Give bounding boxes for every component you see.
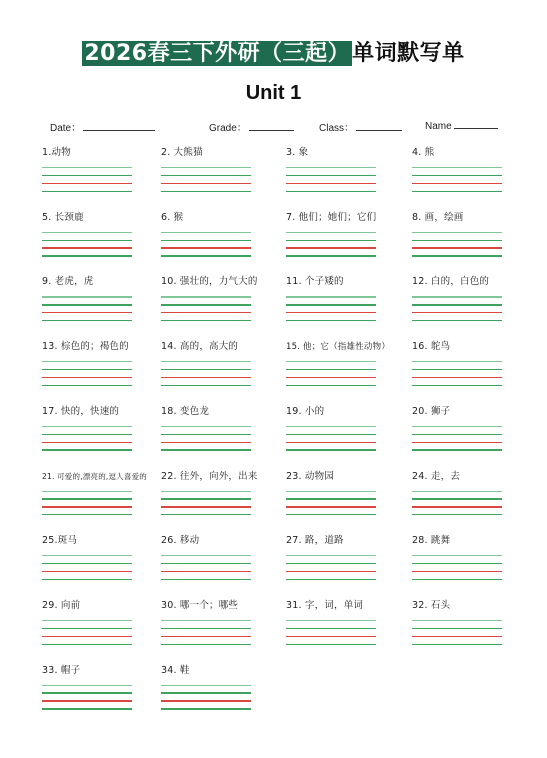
red-guide-line (42, 571, 132, 572)
green-guide-line (42, 708, 132, 709)
word-item (42, 406, 142, 470)
red-guide-line (42, 506, 132, 507)
word-prompt: 20. 狮子 (412, 405, 451, 417)
green-guide-line (161, 240, 251, 241)
page-title-rest: 单词默写单 (352, 41, 465, 66)
green-guide-line (286, 191, 376, 192)
word-prompt: 6. 猴 (161, 211, 184, 223)
red-guide-line (286, 247, 376, 248)
word-item (412, 600, 512, 664)
word-item (412, 212, 512, 276)
green-guide-line (286, 175, 376, 176)
green-guide-line (412, 255, 502, 256)
writing-lines[interactable] (42, 361, 132, 393)
green-guide-line (161, 320, 251, 321)
word-item (412, 276, 512, 340)
green-guide-line (286, 498, 376, 499)
green-guide-line (412, 175, 502, 176)
word-item (412, 471, 512, 535)
green-guide-line (42, 426, 132, 427)
writing-lines[interactable] (286, 491, 376, 523)
green-guide-line (42, 644, 132, 645)
green-guide-line (161, 449, 251, 450)
name-blank[interactable] (454, 119, 498, 129)
red-guide-line (286, 506, 376, 507)
word-item (161, 212, 261, 276)
word-prompt: 4. 熊 (412, 147, 435, 158)
green-guide-line (161, 620, 251, 621)
word-prompt: 5. 长颈鹿 (42, 211, 84, 223)
writing-lines[interactable] (42, 426, 132, 458)
red-guide-line (286, 377, 376, 378)
word-prompt: 26. 移动 (161, 535, 200, 547)
word-item (286, 471, 386, 535)
green-guide-line (286, 563, 376, 564)
red-guide-line (161, 442, 251, 443)
green-guide-line (161, 708, 251, 709)
writing-lines[interactable] (42, 620, 132, 652)
green-guide-line (42, 232, 132, 233)
green-guide-line (161, 498, 251, 499)
date-field (50, 119, 155, 134)
writing-lines[interactable] (42, 555, 132, 587)
word-item (286, 535, 386, 599)
green-guide-line (42, 491, 132, 492)
page-title (82, 40, 464, 68)
name-label: Name (425, 121, 452, 132)
writing-lines[interactable] (286, 232, 376, 264)
word-prompt: 23. 动物园 (286, 470, 335, 482)
green-guide-line (412, 514, 502, 515)
red-guide-line (42, 312, 132, 313)
word-item (161, 276, 261, 340)
word-item (412, 535, 512, 599)
word-prompt: 29. 向前 (42, 599, 81, 611)
red-guide-line (42, 377, 132, 378)
word-prompt: 24. 走，去 (412, 470, 461, 482)
green-guide-line (42, 296, 132, 297)
word-prompt: 33. 帽子 (42, 664, 81, 676)
green-guide-line (42, 434, 132, 435)
green-guide-line (42, 175, 132, 176)
green-guide-line (42, 620, 132, 621)
writing-lines[interactable] (42, 167, 132, 199)
green-guide-line (412, 361, 502, 362)
word-prompt: 11. 个子矮的 (286, 276, 344, 288)
green-guide-line (161, 426, 251, 427)
green-guide-line (286, 434, 376, 435)
grade-blank[interactable] (249, 121, 294, 131)
word-prompt: 30. 哪一个；哪些 (161, 599, 239, 611)
green-guide-line (286, 167, 376, 168)
green-guide-line (42, 385, 132, 386)
green-guide-line (286, 514, 376, 515)
word-prompt: 21. 可爱的,漂亮的,逗人喜爱的 (42, 471, 147, 481)
green-guide-line (42, 167, 132, 168)
green-guide-line (286, 555, 376, 556)
green-guide-line (161, 579, 251, 580)
writing-lines[interactable] (412, 426, 502, 458)
writing-lines[interactable] (412, 167, 502, 199)
writing-lines[interactable] (412, 296, 502, 328)
green-guide-line (412, 555, 502, 556)
word-prompt: 9. 老虎，虎 (42, 276, 94, 288)
page-title-highlight: 2026春三下外研（三起） (84, 41, 351, 66)
green-guide-line (412, 426, 502, 427)
red-guide-line (412, 636, 502, 637)
green-guide-line (286, 385, 376, 386)
green-guide-line (161, 385, 251, 386)
red-guide-line (161, 183, 251, 184)
word-prompt: 2. 大熊猫 (161, 147, 203, 158)
word-item (42, 276, 142, 340)
word-item (286, 212, 386, 276)
writing-lines[interactable] (412, 620, 502, 652)
writing-lines[interactable] (161, 296, 251, 328)
red-guide-line (42, 183, 132, 184)
red-guide-line (161, 636, 251, 637)
word-prompt: 27. 路，道路 (286, 535, 344, 547)
writing-lines[interactable] (286, 361, 376, 393)
writing-lines[interactable] (42, 685, 132, 717)
word-item (42, 665, 142, 729)
green-guide-line (42, 692, 132, 693)
word-item (161, 535, 261, 599)
class-blank[interactable] (356, 121, 402, 131)
green-guide-line (412, 644, 502, 645)
green-guide-line (286, 304, 376, 305)
red-guide-line (412, 377, 502, 378)
word-item (286, 600, 386, 664)
word-item (286, 341, 391, 405)
green-guide-line (412, 232, 502, 233)
green-guide-line (412, 579, 502, 580)
green-guide-line (161, 628, 251, 629)
green-guide-line (412, 191, 502, 192)
green-guide-line (286, 579, 376, 580)
word-prompt: 32. 石头 (412, 599, 451, 611)
writing-lines[interactable] (161, 491, 251, 523)
writing-lines[interactable] (161, 361, 251, 393)
date-blank[interactable] (83, 121, 155, 131)
red-guide-line (42, 442, 132, 443)
word-item (42, 147, 142, 211)
green-guide-line (412, 369, 502, 370)
red-guide-line (286, 312, 376, 313)
green-guide-line (42, 628, 132, 629)
red-guide-line (161, 377, 251, 378)
word-item (412, 406, 512, 470)
word-item (412, 147, 512, 211)
date-label: Date： (50, 123, 82, 134)
word-item (42, 600, 142, 664)
word-prompt: 14. 高的，高大的 (161, 341, 239, 353)
green-guide-line (161, 514, 251, 515)
green-guide-line (412, 563, 502, 564)
green-guide-line (412, 385, 502, 386)
green-guide-line (412, 498, 502, 499)
writing-lines[interactable] (161, 232, 251, 264)
word-item (286, 276, 386, 340)
writing-lines[interactable] (161, 167, 251, 199)
word-prompt: 28. 跳舞 (412, 535, 451, 547)
green-guide-line (286, 296, 376, 297)
writing-lines[interactable] (161, 426, 251, 458)
red-guide-line (286, 442, 376, 443)
word-item (161, 471, 261, 535)
word-prompt: 10. 强壮的，力气大的 (161, 276, 258, 288)
green-guide-line (412, 320, 502, 321)
word-prompt: 15. 他；它（指雄性动物） (286, 342, 391, 353)
green-guide-line (286, 320, 376, 321)
writing-lines[interactable] (42, 296, 132, 328)
green-guide-line (42, 579, 132, 580)
unit-heading: Unit 1 (245, 82, 302, 104)
green-guide-line (42, 191, 132, 192)
red-guide-line (42, 636, 132, 637)
class-label: Class： (319, 123, 355, 134)
word-prompt: 1.动物 (42, 147, 71, 158)
word-prompt: 16. 鸵鸟 (412, 341, 451, 353)
green-guide-line (412, 240, 502, 241)
red-guide-line (286, 571, 376, 572)
word-item (412, 341, 512, 405)
green-guide-line (286, 491, 376, 492)
writing-lines[interactable] (412, 555, 502, 587)
writing-lines[interactable] (286, 426, 376, 458)
writing-lines[interactable] (286, 555, 376, 587)
green-guide-line (161, 555, 251, 556)
grade-label: Grade： (209, 123, 247, 134)
green-guide-line (412, 304, 502, 305)
word-item (286, 406, 386, 470)
word-prompt: 12. 白的，白色的 (412, 276, 490, 288)
green-guide-line (286, 628, 376, 629)
word-prompt: 7. 他们；她们；它们 (286, 211, 377, 223)
green-guide-line (42, 361, 132, 362)
green-guide-line (286, 255, 376, 256)
writing-lines[interactable] (286, 620, 376, 652)
green-guide-line (161, 255, 251, 256)
green-guide-line (42, 685, 132, 686)
green-guide-line (161, 232, 251, 233)
green-guide-line (161, 191, 251, 192)
red-guide-line (412, 312, 502, 313)
writing-lines[interactable] (42, 232, 132, 264)
green-guide-line (42, 320, 132, 321)
red-guide-line (412, 571, 502, 572)
green-guide-line (412, 628, 502, 629)
red-guide-line (286, 183, 376, 184)
word-item (161, 665, 261, 729)
word-item (42, 341, 142, 405)
writing-lines[interactable] (412, 491, 502, 523)
green-guide-line (42, 498, 132, 499)
word-prompt: 3. 象 (286, 147, 309, 158)
writing-lines[interactable] (161, 555, 251, 587)
green-guide-line (42, 449, 132, 450)
word-prompt: 25.斑马 (42, 535, 78, 547)
word-prompt: 13. 棕色的；褐色的 (42, 341, 129, 353)
red-guide-line (412, 247, 502, 248)
green-guide-line (42, 369, 132, 370)
word-prompt: 8. 画，绘画 (412, 211, 464, 223)
green-guide-line (161, 685, 251, 686)
red-guide-line (412, 442, 502, 443)
green-guide-line (161, 434, 251, 435)
word-item (161, 147, 261, 211)
green-guide-line (161, 167, 251, 168)
writing-lines[interactable] (412, 232, 502, 264)
green-guide-line (161, 175, 251, 176)
writing-lines[interactable] (161, 685, 251, 717)
red-guide-line (161, 247, 251, 248)
green-guide-line (286, 620, 376, 621)
word-prompt: 22. 往外，向外，出来 (161, 470, 258, 482)
green-guide-line (161, 692, 251, 693)
green-guide-line (42, 555, 132, 556)
word-prompt: 31. 字，词，单词 (286, 599, 364, 611)
info-fields (0, 119, 547, 133)
green-guide-line (412, 620, 502, 621)
green-guide-line (161, 296, 251, 297)
green-guide-line (286, 449, 376, 450)
red-guide-line (286, 636, 376, 637)
word-prompt: 18. 变色龙 (161, 405, 210, 417)
green-guide-line (412, 491, 502, 492)
green-guide-line (286, 426, 376, 427)
green-guide-line (42, 304, 132, 305)
word-prompt: 17. 快的，快速的 (42, 405, 120, 417)
red-guide-line (161, 700, 251, 701)
green-guide-line (42, 255, 132, 256)
green-guide-line (412, 167, 502, 168)
green-guide-line (161, 369, 251, 370)
green-guide-line (42, 514, 132, 515)
green-guide-line (286, 232, 376, 233)
green-guide-line (412, 434, 502, 435)
red-guide-line (161, 312, 251, 313)
green-guide-line (161, 644, 251, 645)
green-guide-line (161, 491, 251, 492)
writing-lines[interactable] (42, 491, 132, 523)
green-guide-line (286, 644, 376, 645)
class-field (319, 119, 402, 134)
red-guide-line (42, 700, 132, 701)
word-item (161, 341, 261, 405)
green-guide-line (42, 240, 132, 241)
green-guide-line (286, 240, 376, 241)
writing-lines[interactable] (286, 296, 376, 328)
red-guide-line (161, 571, 251, 572)
red-guide-line (161, 506, 251, 507)
word-item (161, 600, 261, 664)
name-field (425, 119, 498, 132)
green-guide-line (161, 361, 251, 362)
green-guide-line (42, 563, 132, 564)
red-guide-line (42, 247, 132, 248)
word-prompt: 34. 鞋 (161, 664, 190, 676)
word-item (42, 535, 142, 599)
green-guide-line (412, 296, 502, 297)
green-guide-line (286, 369, 376, 370)
green-guide-line (161, 563, 251, 564)
word-item (42, 471, 147, 535)
writing-lines[interactable] (286, 167, 376, 199)
red-guide-line (412, 506, 502, 507)
green-guide-line (161, 304, 251, 305)
red-guide-line (412, 183, 502, 184)
word-item (286, 147, 386, 211)
title-area (0, 40, 547, 68)
writing-lines[interactable] (161, 620, 251, 652)
green-guide-line (286, 361, 376, 362)
word-item (42, 212, 142, 276)
grade-field (209, 119, 294, 134)
word-item (161, 406, 261, 470)
green-guide-line (412, 449, 502, 450)
writing-lines[interactable] (412, 361, 502, 393)
word-prompt: 19. 小的 (286, 405, 325, 417)
